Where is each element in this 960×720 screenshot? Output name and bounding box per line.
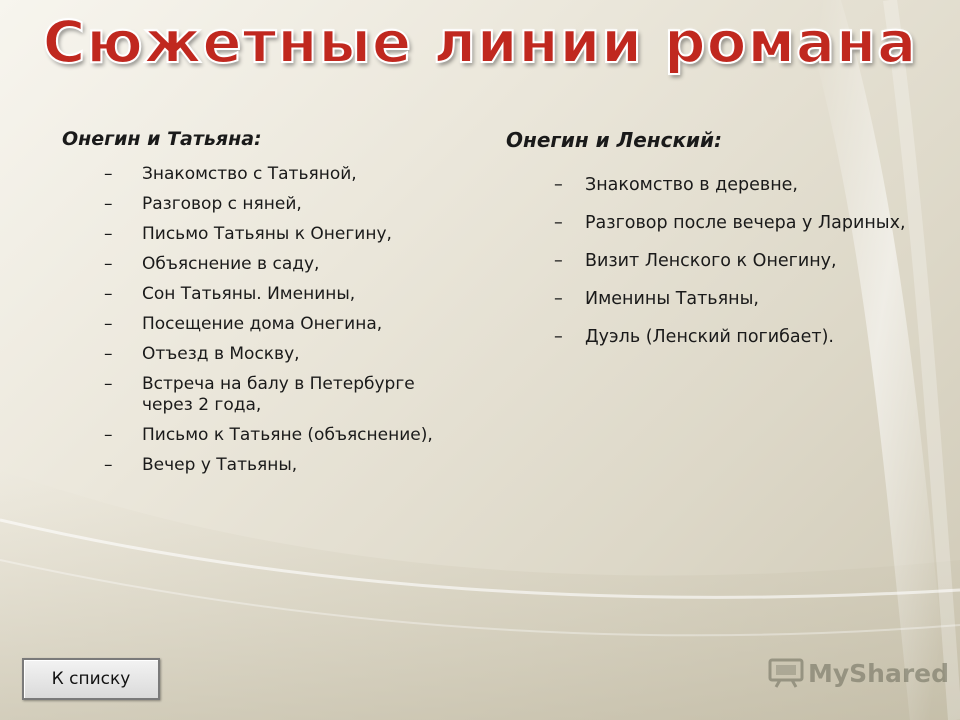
list-dash: – <box>554 213 563 233</box>
list-dash: – <box>104 254 113 274</box>
list-item-text: Посещение дома Онегина, <box>142 314 383 334</box>
list-dash: – <box>104 164 113 184</box>
list-item <box>62 344 462 365</box>
list-item <box>506 322 906 352</box>
list-item-text: Знакомство с Татьяной, <box>142 164 357 184</box>
list-item-text: Письмо к Татьяне (объяснение), <box>142 425 433 445</box>
list-item-text: Отъезд в Москву, <box>142 344 300 364</box>
list-item <box>506 246 906 276</box>
list-dash: – <box>554 251 563 271</box>
list-item-text: Встреча на балу в Петербурге через 2 года, <box>142 374 415 415</box>
back-to-list-button[interactable]: К списку <box>22 658 160 700</box>
projector-icon <box>768 658 804 688</box>
list-item <box>62 194 462 215</box>
list-item-text: Знакомство в деревне, <box>585 175 798 195</box>
list-dash: – <box>104 224 113 244</box>
list-item-text: Сон Татьяны. Именины, <box>142 284 356 304</box>
list-item <box>62 284 462 305</box>
left-column <box>62 128 462 485</box>
list-dash: – <box>554 175 563 195</box>
list-item-text: Объяснение в саду, <box>142 254 320 274</box>
left-column-heading: Онегин и Татьяна: <box>62 128 262 150</box>
list-item <box>506 170 906 200</box>
left-column-list <box>62 164 462 476</box>
slide-title: Сюжетные линии романа <box>42 8 918 76</box>
list-item <box>62 374 462 416</box>
list-item <box>62 314 462 335</box>
right-column-list <box>506 170 906 352</box>
list-item-text: Разговор после вечера у Лариных, <box>585 213 906 233</box>
list-item <box>62 254 462 275</box>
list-dash: – <box>104 284 113 304</box>
list-item <box>62 224 462 245</box>
list-item-text: Именины Татьяны, <box>585 289 759 309</box>
list-dash: – <box>104 455 113 475</box>
list-item-text: Дуэль (Ленский погибает). <box>585 327 834 347</box>
list-dash: – <box>104 425 113 445</box>
myshared-logo <box>768 658 949 688</box>
list-dash: – <box>104 344 113 364</box>
list-dash: – <box>104 314 113 334</box>
list-item <box>62 164 462 185</box>
right-column-heading: Онегин и Ленский: <box>506 128 723 152</box>
list-item-text: Вечер у Татьяны, <box>142 455 298 475</box>
list-item <box>62 425 462 446</box>
list-dash: – <box>104 194 113 214</box>
list-item-text: Разговор с няней, <box>142 194 302 214</box>
list-item-text: Письмо Татьяны к Онегину, <box>142 224 392 244</box>
list-item <box>506 284 906 314</box>
list-dash: – <box>554 289 563 309</box>
list-item-text: Визит Ленского к Онегину, <box>585 251 837 271</box>
right-column <box>506 128 906 360</box>
list-item <box>62 455 462 476</box>
list-dash: – <box>104 374 113 394</box>
list-dash: – <box>554 327 563 347</box>
list-item <box>506 208 906 238</box>
logo-text: MyShared <box>808 658 950 688</box>
